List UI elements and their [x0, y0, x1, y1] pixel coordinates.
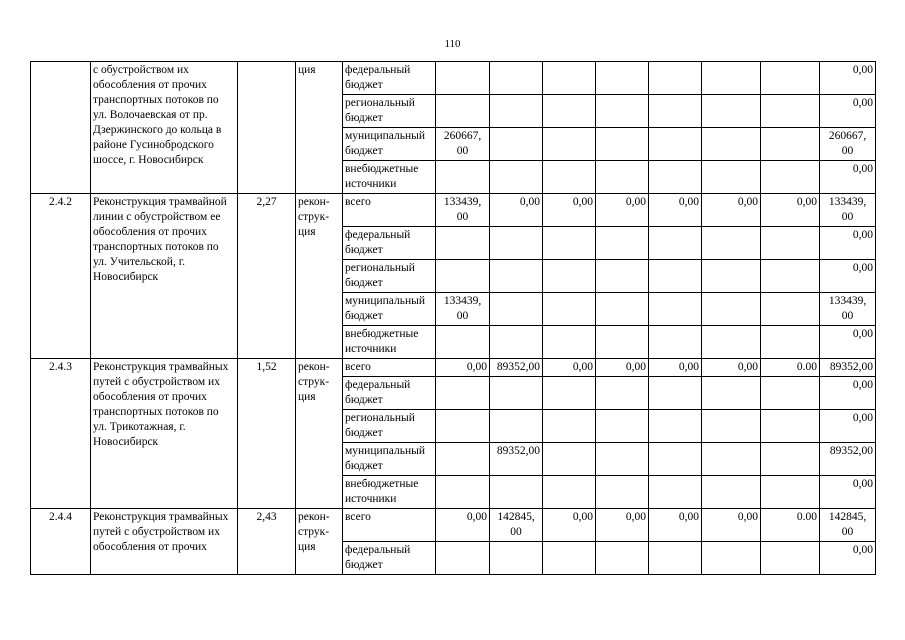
item-type: рекон- струк- ция [296, 359, 343, 509]
funding-source: внебюджетные источники [343, 161, 436, 194]
funding-source: внебюджетные источники [343, 476, 436, 509]
amount-cell [761, 95, 820, 128]
amount-cell [702, 476, 761, 509]
amount-cell [490, 95, 543, 128]
total-cell: 0,00 [820, 326, 876, 359]
funding-source: федеральный бюджет [343, 62, 436, 95]
funding-source: муниципальный бюджет [343, 443, 436, 476]
funding-source: внебюджетные источники [343, 326, 436, 359]
item-length: 1,52 [238, 359, 296, 509]
total-cell: 89352,00 [820, 443, 876, 476]
item-length: 2,43 [238, 509, 296, 575]
amount-cell [490, 410, 543, 443]
amount-cell: 142845, 00 [490, 509, 543, 542]
amount-cell [490, 476, 543, 509]
amount-cell [436, 443, 490, 476]
item-type: рекон- струк- ция [296, 509, 343, 575]
total-cell: 0,00 [820, 260, 876, 293]
amount-cell [543, 293, 596, 326]
amount-cell: 0,00 [543, 359, 596, 377]
amount-cell [596, 293, 649, 326]
amount-cell [543, 128, 596, 161]
funding-source: всего [343, 359, 436, 377]
amount-cell [649, 410, 702, 443]
amount-cell [702, 62, 761, 95]
amount-cell: 0,00 [596, 359, 649, 377]
amount-cell [649, 443, 702, 476]
total-cell: 0,00 [820, 95, 876, 128]
amount-cell [543, 377, 596, 410]
table-row [31, 359, 876, 377]
page-number: 110 [444, 38, 461, 50]
amount-cell [436, 542, 490, 575]
amount-cell [543, 476, 596, 509]
amount-cell [436, 326, 490, 359]
amount-cell [490, 161, 543, 194]
budget-table [30, 61, 876, 575]
item-name: Реконструкция трамвайных путей с обустройством их обособления от прочих транспортных потоков по ул. Трикотажная, г. Новосибирск [91, 359, 238, 509]
amount-cell [649, 326, 702, 359]
amount-cell [543, 326, 596, 359]
amount-cell [649, 542, 702, 575]
amount-cell: 0.00 [761, 509, 820, 542]
total-cell: 89352,00 [820, 359, 876, 377]
total-cell: 0,00 [820, 227, 876, 260]
amount-cell: 0,00 [543, 509, 596, 542]
table-row [31, 62, 876, 95]
item-length: 2,27 [238, 194, 296, 359]
amount-cell [761, 161, 820, 194]
total-cell: 142845, 00 [820, 509, 876, 542]
amount-cell [702, 260, 761, 293]
amount-cell [543, 542, 596, 575]
total-cell: 260667, 00 [820, 128, 876, 161]
amount-cell: 0,00 [490, 194, 543, 227]
amount-cell [436, 227, 490, 260]
amount-cell [490, 260, 543, 293]
amount-cell [543, 95, 596, 128]
amount-cell [543, 260, 596, 293]
amount-cell [649, 293, 702, 326]
funding-source: федеральный бюджет [343, 542, 436, 575]
amount-cell [543, 161, 596, 194]
table-row [31, 509, 876, 542]
amount-cell: 0,00 [761, 194, 820, 227]
amount-cell: 0,00 [543, 194, 596, 227]
amount-cell: 89352,00 [490, 443, 543, 476]
amount-cell [543, 410, 596, 443]
amount-cell [596, 260, 649, 293]
amount-cell [436, 161, 490, 194]
amount-cell [702, 128, 761, 161]
amount-cell [436, 476, 490, 509]
item-name: с обустройством их обособления от прочих транспортных потоков по ул. Волочаевская от пр. Дзержинского до кольца в районе Гусинобродского шоссе, г. Новосибирск [91, 62, 238, 194]
amount-cell [649, 377, 702, 410]
amount-cell [649, 95, 702, 128]
amount-cell [596, 62, 649, 95]
amount-cell [596, 476, 649, 509]
amount-cell [490, 377, 543, 410]
amount-cell [761, 260, 820, 293]
amount-cell [596, 326, 649, 359]
amount-cell [543, 443, 596, 476]
item-code: 2.4.2 [31, 194, 91, 359]
amount-cell [702, 377, 761, 410]
total-cell: 133439, 00 [820, 194, 876, 227]
amount-cell [596, 410, 649, 443]
item-name: Реконструкция трамвайной линии с обустройством ее обособления от прочих транспортных потоков по ул. Учительской, г. Новосибирск [91, 194, 238, 359]
amount-cell [761, 377, 820, 410]
total-cell: 133439, 00 [820, 293, 876, 326]
amount-cell [649, 62, 702, 95]
amount-cell [490, 293, 543, 326]
amount-cell [596, 95, 649, 128]
amount-cell [596, 542, 649, 575]
amount-cell [702, 326, 761, 359]
funding-source: региональный бюджет [343, 410, 436, 443]
funding-source: муниципальный бюджет [343, 128, 436, 161]
amount-cell [702, 443, 761, 476]
item-code: 2.4.3 [31, 359, 91, 509]
funding-source: региональный бюджет [343, 260, 436, 293]
amount-cell [596, 128, 649, 161]
amount-cell [596, 443, 649, 476]
amount-cell: 0,00 [596, 194, 649, 227]
amount-cell [702, 161, 761, 194]
amount-cell: 0,00 [649, 359, 702, 377]
amount-cell: 0,00 [702, 359, 761, 377]
amount-cell [649, 476, 702, 509]
amount-cell [649, 161, 702, 194]
amount-cell [649, 227, 702, 260]
total-cell: 0,00 [820, 542, 876, 575]
amount-cell [761, 227, 820, 260]
amount-cell: 0.00 [761, 359, 820, 377]
amount-cell [702, 293, 761, 326]
amount-cell [761, 542, 820, 575]
amount-cell: 0,00 [649, 194, 702, 227]
table-row [31, 194, 876, 227]
amount-cell [490, 128, 543, 161]
item-length [238, 62, 296, 194]
amount-cell [761, 128, 820, 161]
amount-cell [490, 542, 543, 575]
amount-cell [543, 62, 596, 95]
amount-cell [596, 227, 649, 260]
amount-cell [543, 227, 596, 260]
amount-cell [761, 476, 820, 509]
amount-cell [490, 326, 543, 359]
funding-source: региональный бюджет [343, 95, 436, 128]
amount-cell [649, 260, 702, 293]
amount-cell [761, 62, 820, 95]
total-cell: 0,00 [820, 377, 876, 410]
amount-cell [490, 227, 543, 260]
amount-cell [596, 377, 649, 410]
amount-cell: 0,00 [649, 509, 702, 542]
amount-cell: 0,00 [702, 509, 761, 542]
amount-cell [702, 227, 761, 260]
total-cell: 0,00 [820, 161, 876, 194]
amount-cell: 0,00 [436, 509, 490, 542]
amount-cell [761, 410, 820, 443]
amount-cell [436, 410, 490, 443]
amount-cell [436, 95, 490, 128]
amount-cell: 89352,00 [490, 359, 543, 377]
amount-cell: 0,00 [702, 194, 761, 227]
total-cell: 0,00 [820, 476, 876, 509]
amount-cell: 0,00 [436, 359, 490, 377]
item-code [31, 62, 91, 194]
amount-cell [436, 62, 490, 95]
item-type: ция [296, 62, 343, 194]
funding-source: федеральный бюджет [343, 227, 436, 260]
amount-cell [436, 377, 490, 410]
amount-cell [761, 443, 820, 476]
amount-cell [596, 161, 649, 194]
item-name: Реконструкция трамвайных путей с обустройством их обособления от прочих [91, 509, 238, 575]
amount-cell: 0,00 [596, 509, 649, 542]
amount-cell: 260667, 00 [436, 128, 490, 161]
funding-source: всего [343, 194, 436, 227]
amount-cell: 133439, 00 [436, 293, 490, 326]
amount-cell: 133439, 00 [436, 194, 490, 227]
total-cell: 0,00 [820, 62, 876, 95]
item-type: рекон- струк- ция [296, 194, 343, 359]
amount-cell [761, 326, 820, 359]
amount-cell [702, 95, 761, 128]
total-cell: 0,00 [820, 410, 876, 443]
amount-cell [702, 542, 761, 575]
funding-source: федеральный бюджет [343, 377, 436, 410]
amount-cell [702, 410, 761, 443]
amount-cell [490, 62, 543, 95]
amount-cell [761, 293, 820, 326]
amount-cell [649, 128, 702, 161]
item-code: 2.4.4 [31, 509, 91, 575]
amount-cell [436, 260, 490, 293]
funding-source: муниципальный бюджет [343, 293, 436, 326]
funding-source: всего [343, 509, 436, 542]
